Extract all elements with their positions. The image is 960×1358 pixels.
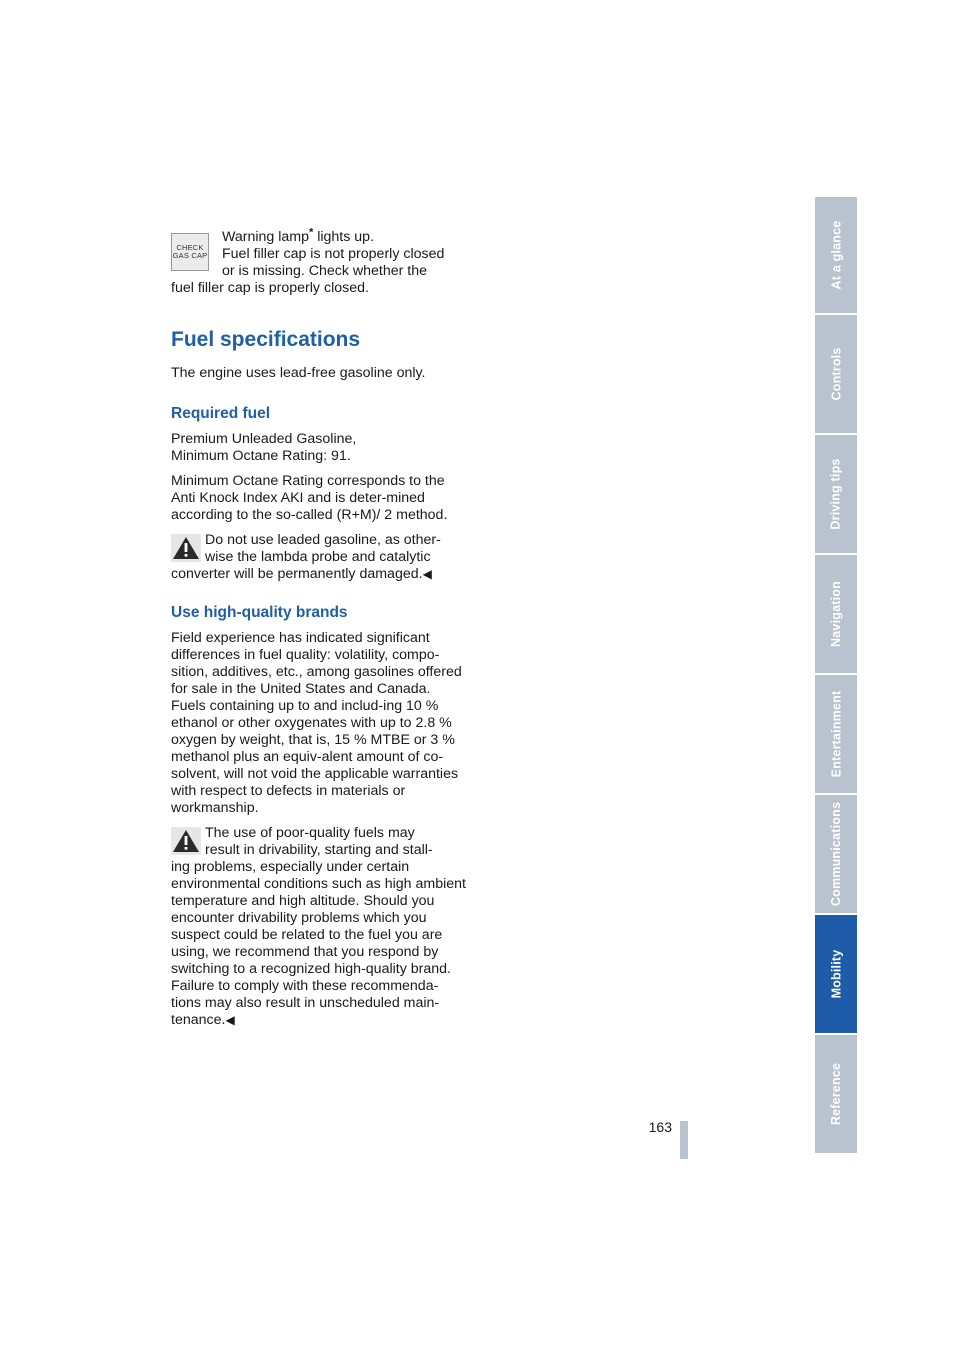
poor-fuel-warning [171, 825, 467, 1029]
tab-navigation[interactable]: Navigation [815, 555, 857, 673]
main-column [171, 226, 467, 1037]
brands-paragraph: Field experience has indicated significant differences in fuel quality: volatility, compo-sition, additives, etc., among gasolines offered for sale in the United States and Canada. Fuels containing up to and includ-ing 10 % ethanol or other oxygenates with up to 2.8 % oxygen by weight, that is, 15 % MTBE or 3 % methanol plus an equiv-alent amount of co-solvent, will not void the applicable warranties with respect to defects in materials or workmanship. [171, 630, 462, 816]
end-mark-icon: ◀ [225, 1013, 235, 1027]
poor-fuel-warning-rest: ing problems, especially under certain environmental conditions such as high ambient temperature and high altitude. Should you encounter drivability problems which you suspect could be related to the fuel you are using, we recommend that you respond by switching to a recognized high-quality brand. [171, 859, 466, 977]
warning-triangle-icon [171, 827, 201, 855]
lamp-line-3: or is missing. Check whether the [222, 263, 428, 279]
brands-heading: Use high-quality brands [171, 604, 348, 621]
leaded-warning-line-2: wise the lambda probe and catalytic [205, 549, 431, 565]
icon-text-gas-cap: GAS CAP [172, 251, 208, 260]
tab-controls[interactable]: Controls [815, 315, 857, 433]
tab-reference[interactable]: Reference [815, 1035, 857, 1153]
check-gas-cap-icon [171, 233, 209, 271]
lamp-line-2: Fuel filler cap is not properly closed [222, 246, 445, 262]
leaded-gasoline-warning [171, 532, 467, 583]
chapter-tabs [815, 197, 857, 1155]
required-fuel-heading: Required fuel [171, 405, 271, 422]
tab-communications[interactable]: Communications [815, 795, 857, 913]
page-number: 163 [648, 1119, 672, 1135]
asterisk-icon: * [309, 226, 314, 239]
section-title: Fuel specifications [171, 328, 361, 351]
tab-mobility[interactable]: Mobility [815, 915, 857, 1033]
tab-driving-tips[interactable]: Driving tips [815, 435, 857, 553]
lamp-line-1: Warning lamp* lights up. [222, 226, 375, 245]
check-gas-cap-note [171, 226, 467, 297]
lamp-line-4: fuel filler cap is properly closed. [171, 280, 369, 296]
poor-fuel-warning-line-2: result in drivability, starting and stall- [205, 842, 433, 858]
tab-entertainment[interactable]: Entertainment [815, 675, 857, 793]
icon-text-check: CHECK [176, 243, 204, 252]
page-marker-bar [680, 1121, 688, 1159]
leaded-warning-rest: converter will be permanently damaged.◀ [171, 566, 432, 582]
end-mark-icon: ◀ [422, 567, 432, 581]
section-intro: The engine uses lead-free gasoline only. [171, 365, 426, 381]
poor-fuel-warning-part-2: Failure to comply with these recommenda-tions may also result in unscheduled main-tenance.◀ [171, 978, 440, 1028]
warning-triangle-icon [171, 534, 201, 562]
poor-fuel-warning-line-1: The use of poor-quality fuels may [205, 825, 415, 841]
leaded-warning-line-1: Do not use leaded gasoline, as other- [205, 532, 441, 548]
tab-at-a-glance[interactable]: At a glance [815, 197, 857, 313]
required-fuel-paragraph-1: Premium Unleaded Gasoline, Minimum Octane Rating: 91. [171, 431, 357, 464]
required-fuel-paragraph-2: Minimum Octane Rating corresponds to the Anti Knock Index AKI and is deter-mined according to the so-called (R+M)/ 2 method. [171, 473, 448, 523]
